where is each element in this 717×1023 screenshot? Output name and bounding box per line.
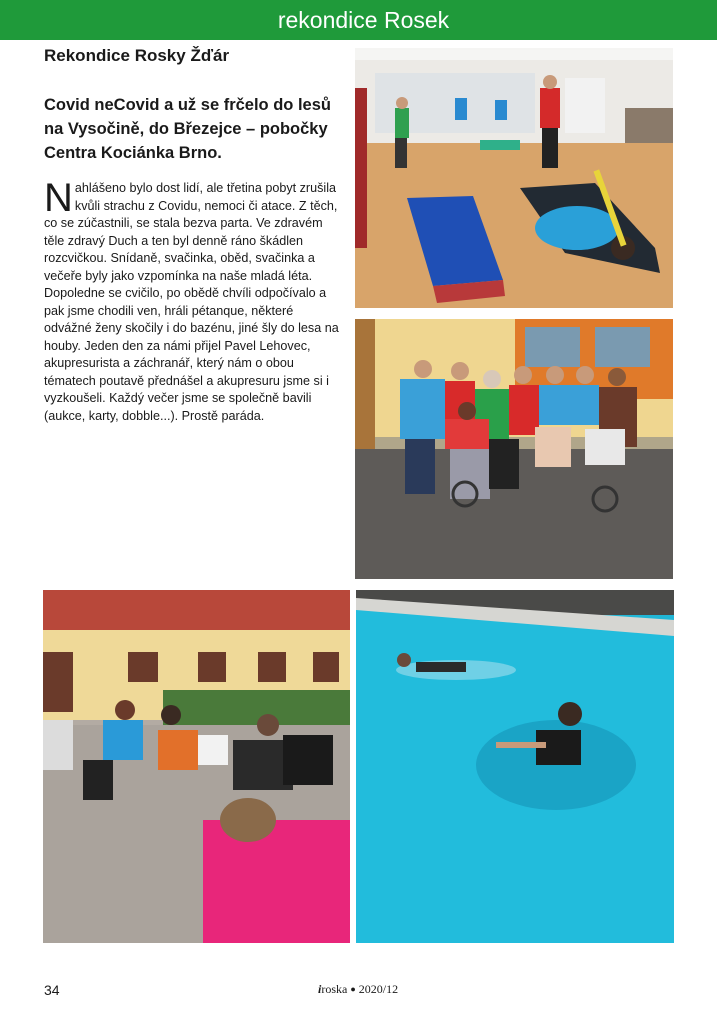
section-header-bar bbox=[0, 0, 717, 40]
photo-group-outdoors bbox=[355, 319, 673, 579]
photo-gym-exercise bbox=[355, 48, 673, 308]
page-number: 34 bbox=[44, 982, 60, 998]
footer-brand-name: roska bbox=[321, 982, 348, 996]
section-title: rekondice Rosek bbox=[277, 6, 450, 33]
article-body-text: ahlášeno bylo dost lidí, ale třetina pobyt zrušila kvůli strachu z Covidu, nemoci či atace. Z těch, co se zúčastnili, se stala bezva parta. Ve zdravém těle zdravý Duch a ten byl denně ráno škádlen rozcvičkou. Snídaně, svačinka, oběd, svačinka a večeře byly jako vzpomínka na naše mladá léta. Dopoledne se cvičilo, po obědě chvíli odpočívalo a pak jsme chodili ven, hráli pétanque, některé odvážné ženy skočily i do bazénu, jiné šly do lesa na houby. Jeden den za námi přijel Pavel Lehovec, akupresurista a záchranář, který nám o obou tématech poutavě přednášel a akupresuru jsme si i vyzkoušeli. Každý večer jsme se společně bavili (aukce, karty, dobble...). Prostě paráda. bbox=[44, 181, 339, 423]
article-subtitle: Covid neCovid a už se frčelo do lesů na Vysočině, do Březejce – pobočky Centra Kociánka Brno. bbox=[44, 96, 331, 162]
footer-brand-letter: i bbox=[318, 982, 322, 996]
footer-bullet: ● bbox=[350, 984, 356, 994]
photo-terrace-sitting bbox=[43, 590, 350, 943]
footer-issue: 2020/12 bbox=[358, 982, 399, 996]
footer-magazine bbox=[318, 982, 398, 997]
dropcap: N bbox=[44, 176, 73, 220]
article-body bbox=[44, 176, 342, 425]
photo-pool-swimming bbox=[356, 590, 674, 943]
article-title: Rekondice Rosky Žďár bbox=[44, 46, 230, 65]
